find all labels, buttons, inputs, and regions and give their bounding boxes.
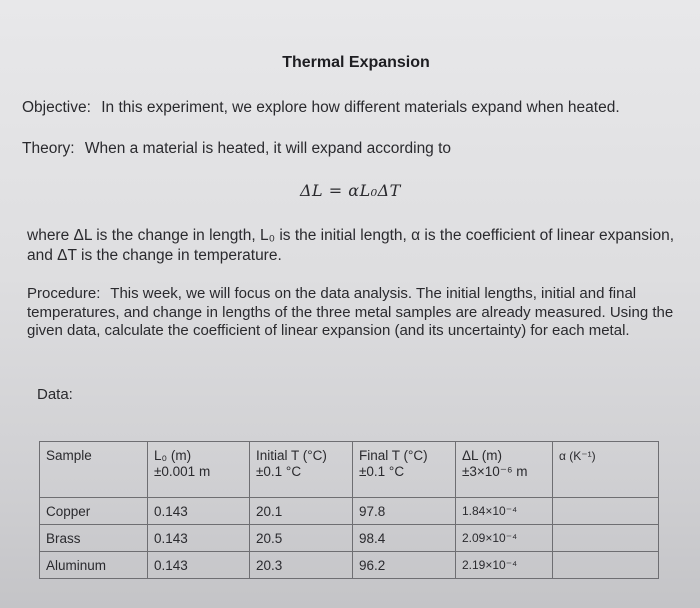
header-cell-final-t: Final T (°C) ±0.1 °C [353, 442, 456, 498]
cell-final-t: 98.4 [353, 525, 456, 552]
page-title: Thermal Expansion [282, 54, 430, 71]
cell-initial-t: 20.3 [250, 552, 353, 579]
procedure-text: This week, we will focus on the data analysis. The initial lengths, initial and final temperatures, and change in lengths of the three metal samples are already measured. Using the given data, calculate the coefficient of linear expansion (and its uncertainty) for each metal. [27, 285, 674, 339]
table-row [40, 498, 659, 525]
data-label: Data: [37, 386, 73, 403]
cell-alpha[interactable] [553, 525, 659, 552]
procedure-paragraph [27, 285, 677, 341]
objective-label: Objective: [22, 99, 91, 116]
table-row [40, 525, 659, 552]
theory-paragraph [22, 139, 451, 159]
cell-initial-t: 20.5 [250, 525, 353, 552]
where-paragraph: where ΔL is the change in length, L₀ is the initial length, α is the coefficient of linear expansion, and ΔT is the change in temperature. [27, 227, 674, 264]
header-cell-l0: L₀ (m) ±0.001 m [148, 442, 250, 498]
header-cell-delta-l: ΔL (m) ±3×10⁻⁶ m [456, 442, 553, 498]
theory-label: Theory: [22, 140, 75, 157]
header-cell-sample: Sample [40, 442, 148, 498]
procedure-label: Procedure: [27, 285, 101, 302]
cell-l0: 0.143 [148, 552, 250, 579]
expansion-equation: ΔL = αL₀ΔT [300, 181, 401, 200]
theory-text: When a material is heated, it will expand according to [84, 140, 452, 157]
cell-delta-l: 1.84×10⁻⁴ [456, 498, 553, 525]
cell-final-t: 96.2 [353, 552, 456, 579]
cell-final-t: 97.8 [353, 498, 456, 525]
cell-alpha[interactable] [553, 552, 659, 579]
objective-paragraph [22, 98, 620, 118]
data-table [39, 441, 659, 579]
table-header-row [40, 442, 659, 498]
header-cell-initial-t: Initial T (°C) ±0.1 °C [250, 442, 353, 498]
cell-sample: Aluminum [40, 552, 148, 579]
header-cell-alpha: α (K⁻¹) [553, 442, 659, 498]
table-row [40, 552, 659, 579]
cell-delta-l: 2.19×10⁻⁴ [456, 552, 553, 579]
cell-sample: Copper [40, 498, 148, 525]
cell-initial-t: 20.1 [250, 498, 353, 525]
cell-delta-l: 2.09×10⁻⁴ [456, 525, 553, 552]
cell-l0: 0.143 [148, 525, 250, 552]
cell-l0: 0.143 [148, 498, 250, 525]
cell-alpha[interactable] [553, 498, 659, 525]
objective-text: In this experiment, we explore how different materials expand when heated. [101, 99, 620, 116]
cell-sample: Brass [40, 525, 148, 552]
